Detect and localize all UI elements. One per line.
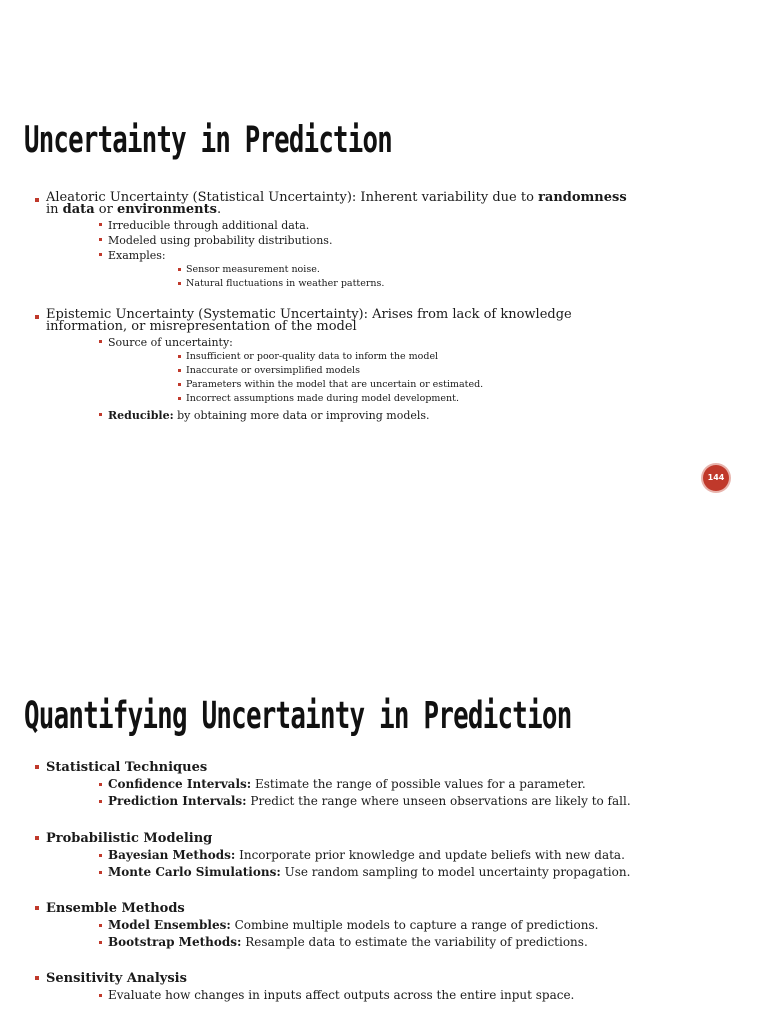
section-statistical-techniques: Statistical Techniques Confidence Intervals: Estimate the range of possible values for a parameter. Prediction Intervals: Predict the range where unseen observations are likely to fall. xyxy=(0,759,768,810)
page-number-badge: 144 xyxy=(703,465,729,491)
slide-title: Uncertainty in Prediction xyxy=(24,118,392,161)
list-item: Inaccurate or oversimplified models xyxy=(108,364,768,378)
slide-content xyxy=(0,759,768,1004)
list-item: Confidence Intervals: Estimate the range of possible values for a parameter. xyxy=(46,776,768,793)
spacer xyxy=(0,810,768,830)
slide-content xyxy=(0,192,768,423)
list-item: Natural fluctuations in weather patterns. xyxy=(108,277,768,291)
list-item: Monte Carlo Simulations: Use random sampling to model uncertainty propagation. xyxy=(46,864,768,881)
list-item: Prediction Intervals: Predict the range where unseen observations are likely to fall. xyxy=(46,793,768,810)
list-item: Reducible: by obtaining more data or improving models. xyxy=(46,408,768,423)
list-item: Incorrect assumptions made during model development. xyxy=(108,392,768,406)
list-item: Sensor measurement noise. xyxy=(108,263,768,277)
bullet-epistemic: Epistemic Uncertainty (Systematic Uncertainty): Arises from lack of knowledge information, or misrepresentation of the model Source of uncertainty: Insufficient or poor-quality data to inform the model Inaccurate or oversimplified models Parameters within the model that are uncertain or estimated. Incorrect assumptions made during model development. Reducible: by obtaining more data or improving models. xyxy=(0,309,768,423)
list-item: Parameters within the model that are uncertain or estimated. xyxy=(108,378,768,392)
section-ensemble-methods: Ensemble Methods Model Ensembles: Combine multiple models to capture a range of predictions. Bootstrap Methods: Resample data to estimate the variability of predictions. xyxy=(0,900,768,951)
list-item: Irreducible through additional data. xyxy=(46,218,768,233)
list-item: Examples: Sensor measurement noise. Natural fluctuations in weather patterns. xyxy=(46,248,768,291)
list-item: Bootstrap Methods: Resample data to estimate the variability of predictions. xyxy=(46,934,768,951)
list-item: Model Ensembles: Combine multiple models to capture a range of predictions. xyxy=(46,917,768,934)
list-item: Evaluate how changes in inputs affect outputs across the entire input space. xyxy=(46,987,768,1004)
list-item: Bayesian Methods: Incorporate prior knowledge and update beliefs with new data. xyxy=(46,847,768,864)
list-item: Insufficient or poor-quality data to inform the model xyxy=(108,350,768,364)
spacer xyxy=(0,951,768,970)
slide-quantifying-uncertainty xyxy=(0,640,768,1024)
list-item: Modeled using probability distributions. xyxy=(46,233,768,248)
slide-title: Quantifying Uncertainty in Prediction xyxy=(24,694,572,738)
section-probabilistic-modeling: Probabilistic Modeling Bayesian Methods: Incorporate prior knowledge and update beliefs with new data. Monte Carlo Simulations: Use random sampling to model uncertainty propagation. xyxy=(0,830,768,881)
list-item: Source of uncertainty: Insufficient or poor-quality data to inform the model Inaccurate or oversimplified models Parameters within the model that are uncertain or estimated. Incorrect assumptions made during model development. xyxy=(46,335,768,406)
section-sensitivity-analysis: Sensitivity Analysis Evaluate how changes in inputs affect outputs across the entire input space. xyxy=(0,970,768,1004)
bullet-aleatoric: Aleatoric Uncertainty (Statistical Uncertainty): Inherent variability due to randomness in data or environments. Irreducible through additional data. Modeled using probability distributions. Examples: Sensor measurement noise. Natural fluctuations in weather patterns. xyxy=(0,192,768,291)
spacer xyxy=(0,881,768,900)
